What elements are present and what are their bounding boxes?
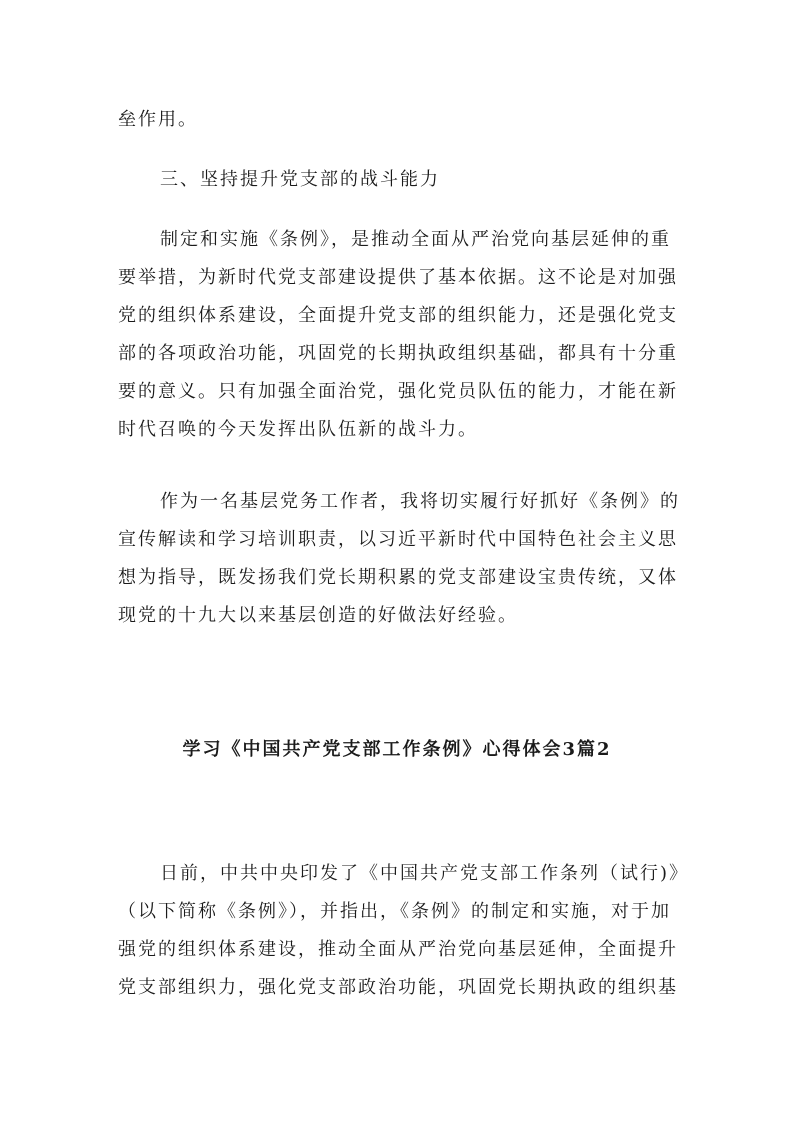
section-heading: 三、坚持提升党支部的战斗能力: [160, 169, 440, 190]
paragraph-line: 宣传解读和学习培训职责，以习近平新时代中国特色社会主义思: [118, 529, 678, 550]
paragraph-line: 制定和实施《条例》，是推动全面从严治党向基层延伸的重: [160, 229, 671, 250]
paragraph-line: 部的各项政治功能，巩固党的长期执政组织基础，都具有十分重: [118, 343, 678, 364]
paragraph-line: 现党的十九大以来基层创造的好做法好经验。: [118, 605, 518, 626]
paragraph-line: 日前，中共中央印发了《中国共产党支部工作条列（试行)》: [160, 863, 690, 884]
paragraph-line: 垒作用。: [118, 109, 198, 130]
paragraph-line: 时代召唤的今天发挥出队伍新的战斗力。: [118, 419, 478, 440]
paragraph-line: 作为一名基层党务工作者，我将切实履行好抓好《条例》的: [160, 491, 680, 512]
paragraph-line: 要的意义。只有加强全面治党，强化党员队伍的能力，才能在新: [118, 381, 678, 402]
paragraph-line: （以下简称《条例》），并指出，《条例》的制定和实施，对于加: [118, 901, 671, 922]
paragraph-line: 党的组织体系建设，全面提升党支部的组织能力，还是强化党支: [118, 305, 678, 326]
paragraph-line: 党支部组织力，强化党支部政治功能，巩固党长期执政的组织基: [118, 977, 678, 998]
article-title: 学习《中国共产党支部工作条例》心得体会3篇2: [182, 739, 612, 760]
paragraph-line: 要举措，为新时代党支部建设提供了基本依据。这不论是对加强: [118, 267, 678, 288]
paragraph-line: 想为指导，既发扬我们党长期积累的党支部建设宝贵传统，又体: [118, 567, 678, 588]
paragraph-line: 强党的组织体系建设，推动全面从严治党向基层延伸，全面提升: [118, 939, 678, 960]
